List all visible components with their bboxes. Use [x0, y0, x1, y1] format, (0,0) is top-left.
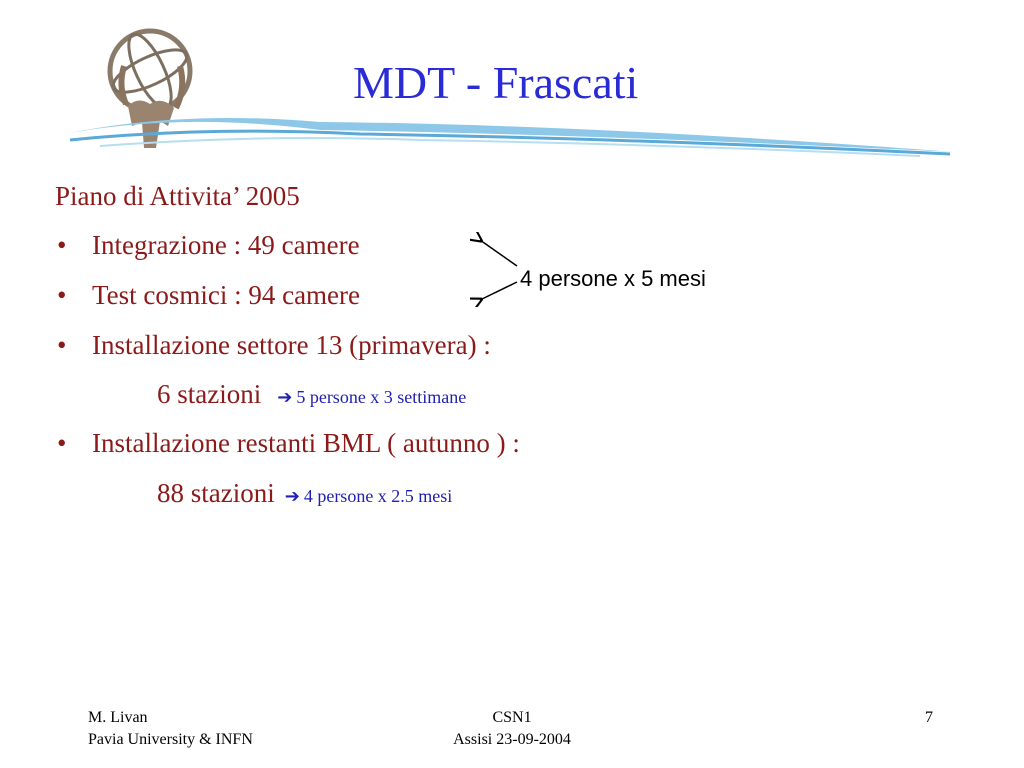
- bullet-marker: •: [57, 230, 67, 260]
- bullet-text: Installazione restanti BML ( autunno ) :: [92, 428, 520, 458]
- bullet-text: Integrazione : 49 camere: [92, 230, 360, 260]
- bullet-text: Installazione settore 13 (primavera) :: [92, 330, 491, 360]
- page-number: 7: [925, 709, 933, 726]
- bullet-marker: •: [57, 280, 67, 310]
- section-heading: Piano di Attivita’ 2005: [55, 181, 300, 211]
- footer-center: [437, 707, 587, 751]
- footer-event-date: Assisi 23-09-2004: [453, 731, 571, 748]
- arrow-right-icon: ➔: [284, 486, 300, 506]
- sub-line-label: 88 stazioni: [157, 478, 275, 508]
- footer-event: CSN1: [492, 709, 532, 726]
- sub-line: [157, 379, 466, 410]
- bullet-marker: •: [57, 428, 67, 458]
- sub-line: [157, 478, 452, 509]
- sub-line-label: 6 stazioni: [157, 379, 262, 409]
- arrow-right-icon: ➔: [277, 387, 293, 407]
- callout-label: 4 persone x 5 mesi: [520, 266, 706, 291]
- bullet-text: Test cosmici : 94 camere: [92, 280, 361, 310]
- footer-author: M. Livan: [88, 709, 148, 726]
- footer-left: [88, 707, 253, 751]
- bullet-marker: •: [57, 330, 67, 360]
- footer-affiliation: Pavia University & INFN: [88, 731, 253, 748]
- slide-title: MDT - Frascati: [353, 57, 639, 108]
- sub-line-note: 4 persone x 2.5 mesi: [303, 486, 453, 506]
- sub-line-note: 5 persone x 3 settimane: [296, 387, 467, 407]
- title-swoosh: [60, 112, 960, 162]
